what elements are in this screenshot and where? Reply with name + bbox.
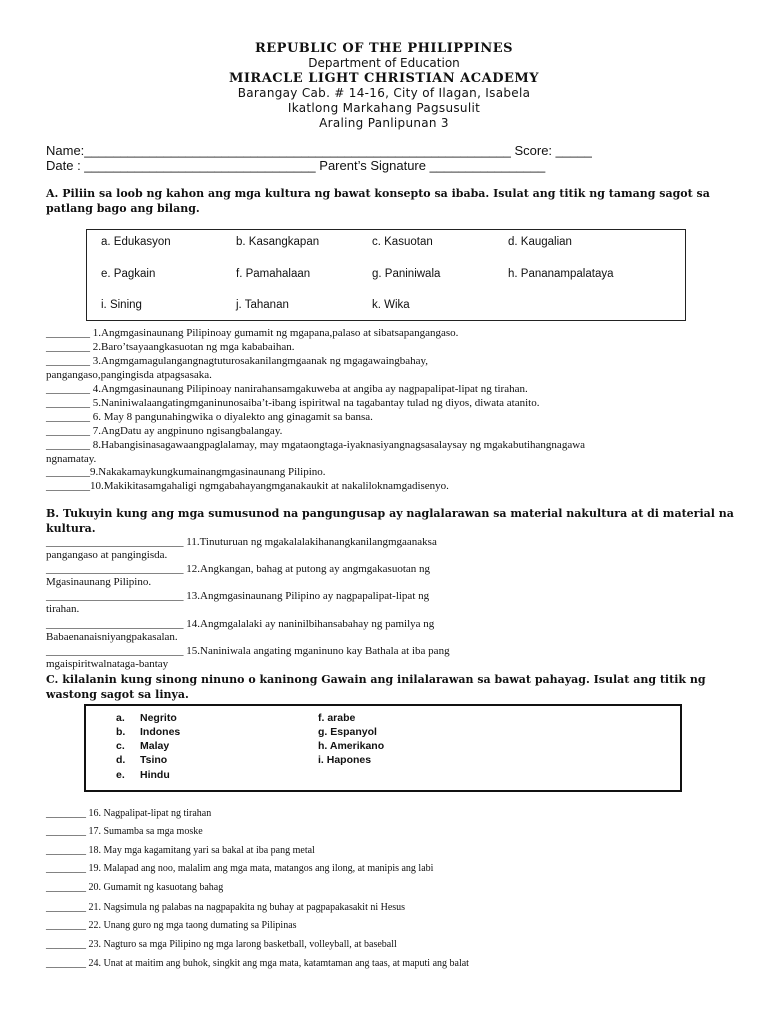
question-11-cont: pangangaso at pangingisda. bbox=[46, 549, 168, 561]
choice-f: f. Pamahalaan bbox=[236, 268, 311, 280]
section-a-instruction: A. Piliin sa loob ng kahon ang mga kultura ng bawat konsepto sa ibaba. Isulat ang titik ng tamang sagot sa patlang bago ang bilang. bbox=[46, 187, 710, 215]
question-11[interactable]: _________________________ 11.Tinuturuan ng mgakalalakihanangkanilangmgaanaksa bbox=[46, 536, 437, 548]
option-a-letter: a. bbox=[116, 712, 125, 724]
date-signature-line[interactable]: Date : ________________________________ Parent’s Signature ________________ bbox=[46, 158, 546, 173]
question-20[interactable]: ________ 20. Gumamit ng kasuotang bahag bbox=[46, 882, 224, 893]
question-3-cont: pangangaso,pangingisda atpagsasaka. bbox=[46, 369, 212, 381]
option-g: g. Espanyol bbox=[318, 726, 377, 738]
option-f: f. arabe bbox=[318, 712, 356, 724]
section-b-instruction: B. Tukuyin kung ang mga sumusunod na pangungusap ay naglalarawan sa material nakultura at di material na kultura. bbox=[46, 507, 734, 535]
choice-e: e. Pagkain bbox=[101, 268, 156, 280]
question-6[interactable]: ________ 6. May 8 pangunahingwika o diyalekto ang ginagamit sa bansa. bbox=[46, 411, 373, 423]
question-3[interactable]: ________ 3.Angmgamagulangangnagtuturosakanilangmgaanak ng mgagawaingbahay, bbox=[46, 355, 429, 367]
choice-j: j. Tahanan bbox=[236, 299, 289, 311]
republic-title: REPUBLIC OF THE PHILIPPINES bbox=[254, 41, 514, 56]
option-c-label: Malay bbox=[140, 740, 170, 752]
option-i: i. Hapones bbox=[318, 754, 372, 766]
question-19[interactable]: ________ 19. Malapad ang noo, malalim ang mga mata, matangos ang ilong, at manipis ang labi bbox=[46, 863, 434, 874]
choice-d: d. Kaugalian bbox=[508, 236, 572, 248]
choice-a: a. Edukasyon bbox=[101, 236, 171, 248]
question-23[interactable]: ________ 23. Nagturo sa mga Pilipino ng mga larong basketball, volleyball, at baseball bbox=[46, 939, 397, 950]
question-13[interactable]: _________________________ 13.Angmgasinaunang Pilipino ay nagpapalipat-lipat ng bbox=[46, 590, 430, 602]
exam-title: Ikatlong Markahang Pagsusulit bbox=[287, 101, 481, 115]
option-a-label: Negrito bbox=[140, 712, 177, 724]
section-a-choices-box bbox=[86, 229, 686, 321]
question-13-cont: tirahan. bbox=[46, 603, 80, 615]
question-2[interactable]: ________ 2.Baro’tsayaangkasuotan ng mga kababaihan. bbox=[46, 341, 295, 353]
question-10[interactable]: ________10.Makikitasamgahaligi ngmgabahayangmganakaukit at nakaliloknamgadisenyo. bbox=[46, 480, 449, 492]
question-4[interactable]: ________ 4.Angmgasinaunang Pilipinoay nanirahansamgakuweba at angiba ay nagpapalipat-lipat ng tirahan. bbox=[46, 383, 528, 395]
option-e-label: Hindu bbox=[140, 769, 170, 781]
option-c-letter: c. bbox=[116, 740, 125, 752]
question-22[interactable]: ________ 22. Unang guro ng mga taong dumating sa Pilipinas bbox=[46, 920, 297, 931]
school-name: MIRACLE LIGHT CHRISTIAN ACADEMY bbox=[228, 71, 540, 86]
question-12-cont: Mgasinaunang Pilipino. bbox=[46, 576, 152, 588]
question-24[interactable]: ________ 24. Unat at maitim ang buhok, singkit ang mga mata, katamtaman ang taas, at maputi ang balat bbox=[46, 958, 469, 969]
question-7[interactable]: ________ 7.AngDatu ay angpinuno ngisangbalangay. bbox=[46, 425, 283, 437]
question-16[interactable]: ________ 16. Nagpalipat-lipat ng tirahan bbox=[46, 808, 212, 819]
question-14-cont: Babaenanaisniyangpakasalan. bbox=[46, 631, 178, 643]
question-21[interactable]: ________ 21. Nagsimula ng palabas na nagpapakita ng buhay at pagpapakasakit ni Hesus bbox=[46, 902, 406, 913]
option-d-letter: d. bbox=[116, 754, 126, 766]
question-12[interactable]: _________________________ 12.Angkangan, bahag at putong ay angmgakasuotan ng bbox=[46, 563, 431, 575]
option-e-letter: e. bbox=[116, 769, 125, 781]
subject-name: Araling Panlipunan 3 bbox=[319, 116, 449, 130]
choice-g: g. Paniniwala bbox=[372, 268, 441, 280]
question-14[interactable]: _________________________ 14.Angmgalalaki ay naninilbihansabahay ng pamilya ng bbox=[46, 618, 435, 630]
question-8-cont: ngnamatay. bbox=[46, 453, 97, 465]
question-17[interactable]: ________ 17. Sumamba sa mga moske bbox=[46, 826, 203, 837]
option-b-label: Indones bbox=[140, 726, 181, 738]
question-15-cont: mgaispiritwalnataga-bantay bbox=[46, 658, 169, 670]
section-c-instruction: C. kilalanin kung sinong ninuno o kaninong Gawain ang inilalarawan sa bawat pahayag. Isulat ang titik ng wastong sagot sa linya. bbox=[46, 673, 706, 701]
question-8[interactable]: ________ 8.Habangisinasagawaangpaglalamay, may mgataongtaga-iyaknasiyangnagsasalaysay ng mgakabutihangnagawa bbox=[46, 439, 586, 451]
question-1[interactable]: ________ 1.Angmgasinaunang Pilipinoay gumamit ng mgapana,palaso at sibatsapangangaso. bbox=[46, 327, 459, 339]
question-15[interactable]: _________________________ 15.Naniniwala angating mganinuno kay Bathala at iba pang bbox=[46, 645, 450, 657]
option-d-label: Tsino bbox=[140, 754, 168, 766]
question-18[interactable]: ________ 18. May mga kagamitang yari sa bakal at iba pang metal bbox=[46, 845, 315, 856]
document-header bbox=[0, 41, 768, 131]
choice-h: h. Pananampalataya bbox=[508, 268, 614, 280]
question-9[interactable]: ________9.Nakakamaykungkumainangmgasinaunang Pilipino. bbox=[46, 466, 326, 478]
choice-k: k. Wika bbox=[372, 299, 410, 311]
school-address: Barangay Cab. # 14-16, City of Ilagan, Isabela bbox=[237, 86, 531, 100]
choice-b: b. Kasangkapan bbox=[236, 236, 320, 248]
section-c-options-box bbox=[84, 704, 682, 792]
option-b-letter: b. bbox=[116, 726, 126, 738]
choice-i: i. Sining bbox=[101, 299, 142, 311]
department-name: Department of Education bbox=[308, 56, 460, 70]
question-5[interactable]: ________ 5.Naniniwalaangatingmganinunosaiba’t-ibang ispiritwal na tagabantay tulad ng diyos, diwata atanito. bbox=[46, 397, 540, 409]
choice-c: c. Kasuotan bbox=[372, 236, 433, 248]
option-h: h. Amerikano bbox=[318, 740, 385, 752]
name-score-line[interactable]: Name:___________________________________________________________ Score: _____ bbox=[46, 143, 592, 158]
